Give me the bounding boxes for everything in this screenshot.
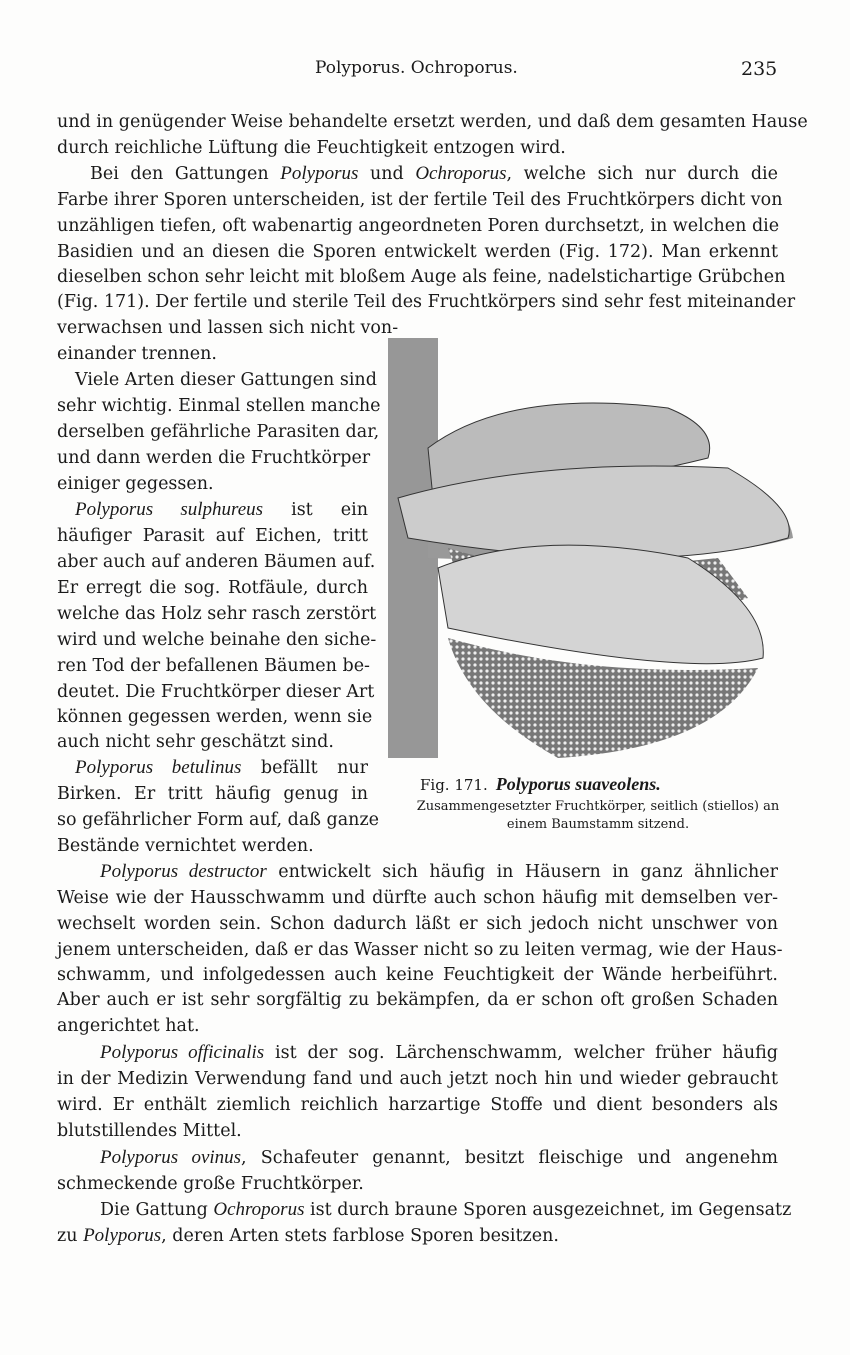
text-line	[57, 886, 778, 910]
text-segment: und dann werden die Fruchtkörper	[57, 448, 371, 468]
text-segment: ist ein	[263, 500, 368, 520]
text-segment: entwickelt sich häufig in Häusern in ganz ähnlicher	[266, 862, 778, 882]
text-line	[57, 782, 368, 806]
text-segment: Birken. Er tritt häufig genug in	[57, 784, 368, 804]
text-line	[57, 1224, 778, 1248]
species-name: Polyporus	[280, 163, 359, 184]
text-line	[57, 654, 368, 678]
text-line	[100, 1146, 778, 1170]
text-segment: ren Tod der befallenen Bäumen be-	[57, 656, 370, 676]
text-segment: , deren Arten stets farblose Sporen besitzen.	[161, 1226, 559, 1246]
text-line	[57, 576, 368, 600]
text-line	[57, 1172, 778, 1196]
text-segment: aber auch auf anderen Bäumen auf.	[57, 552, 376, 572]
text-segment: wird und welche beinahe den siche-	[57, 630, 377, 650]
text-segment: einiger gegessen.	[57, 474, 214, 494]
text-line	[57, 963, 778, 987]
text-segment: Aber auch er ist sehr sorgfältig zu bekämpfen, da er schon oft großen Schaden	[57, 990, 778, 1010]
text-line	[57, 628, 377, 652]
text-segment: schwamm, und infolgedessen auch keine Feuchtigkeit der Wände herbeiführt.	[57, 965, 778, 985]
text-segment: wird. Er enthält ziemlich reichlich harzartige Stoffe und dient besonders als	[57, 1095, 778, 1115]
text-segment: Die Gattung	[100, 1200, 214, 1220]
text-line	[57, 316, 399, 340]
text-segment: angerichtet hat.	[57, 1016, 200, 1036]
text-line	[57, 240, 778, 264]
text-line	[57, 446, 371, 470]
text-segment: sehr wichtig. Einmal stellen manche	[57, 396, 381, 416]
text-segment: , welche sich nur durch die	[506, 164, 778, 184]
text-line	[57, 1119, 778, 1143]
text-line	[57, 472, 368, 496]
text-segment: blutstillendes Mittel.	[57, 1121, 242, 1141]
text-line	[57, 110, 808, 134]
text-line	[57, 290, 796, 314]
fungus-illustration	[388, 338, 798, 763]
text-segment: verwachsen und lassen sich nicht von-	[57, 318, 399, 338]
text-segment: jenem unterscheiden, daß er das Wasser nicht so zu leiten vermag, wie der Haus-	[57, 940, 783, 960]
species-name: Polyporus	[83, 1225, 162, 1246]
text-line	[57, 680, 375, 704]
text-line	[57, 912, 778, 936]
text-segment: wechselt worden sein. Schon dadurch läßt er sich jedoch nicht unschwer von	[57, 914, 778, 934]
text-line	[57, 394, 381, 418]
species-name: Polyporus officinalis	[100, 1042, 265, 1063]
species-name: Ochroporus	[415, 163, 507, 184]
text-line	[57, 988, 778, 1012]
text-segment: ist durch braune Sporen ausgezeichnet, im Gegensatz	[304, 1200, 792, 1220]
text-segment: derselben gefährliche Parasiten dar,	[57, 422, 380, 442]
text-line	[75, 756, 368, 780]
text-line	[100, 1041, 778, 1065]
figure-label: Fig. 171.	[420, 776, 488, 794]
text-line	[57, 420, 380, 444]
text-segment: in der Medizin Verwendung fand und auch jetzt noch hin und wieder gebraucht	[57, 1069, 778, 1089]
text-segment: ist der sog. Lärchenschwamm, welcher früher häufig	[264, 1043, 778, 1063]
text-segment: durch reichliche Lüftung die Feuchtigkeit entzogen wird.	[57, 138, 566, 158]
text-segment: dieselben schon sehr leicht mit bloßem Auge als feine, nadelstichartige Grübchen	[57, 267, 786, 287]
text-segment: Viele Arten dieser Gattungen sind	[75, 370, 377, 390]
text-segment: (Fig. 171). Der fertile und sterile Teil des Fruchtkörpers sind sehr fest miteinander	[57, 292, 796, 312]
text-line	[100, 1198, 792, 1222]
text-segment: Basidien und an diesen die Sporen entwickelt werden (Fig. 172). Man erkennt	[57, 242, 778, 262]
species-name: Polyporus betulinus	[75, 757, 242, 778]
text-line	[57, 602, 377, 626]
text-line	[75, 368, 377, 392]
text-line	[57, 1067, 778, 1091]
text-segment: zu	[57, 1226, 84, 1246]
text-line	[90, 162, 778, 186]
species-name: Ochroporus	[213, 1199, 305, 1220]
species-name: Polyporus sulphureus	[75, 499, 264, 520]
text-segment: befällt nur	[241, 758, 368, 778]
text-line	[75, 498, 368, 522]
text-line	[57, 136, 778, 160]
text-line	[57, 1014, 778, 1038]
text-line	[57, 265, 786, 289]
text-segment: einander trennen.	[57, 344, 217, 364]
text-segment: Er erregt die sog. Rotfäule, durch	[57, 578, 368, 598]
text-segment: und	[358, 164, 416, 184]
text-line	[57, 1093, 778, 1117]
species-name: Polyporus ovinus	[100, 1147, 242, 1168]
page-number: 235	[741, 58, 778, 80]
text-segment: Farbe ihrer Sporen unterscheiden, ist der fertile Teil des Fruchtkörpers dicht von	[57, 190, 783, 210]
running-title: Polyporus. Ochroporus.	[315, 58, 518, 78]
text-segment: auch nicht sehr geschätzt sind.	[57, 732, 334, 752]
text-segment: unzähligen tiefen, oft wabenartig angeordneten Poren durchsetzt, in welchen die	[57, 216, 780, 236]
text-segment: und in genügender Weise behandelte ersetzt werden, und daß dem gesamten Hause	[57, 112, 808, 132]
text-segment: können gegessen werden, wenn sie	[57, 707, 373, 727]
text-segment: Weise wie der Hausschwamm und dürfte auch schon häufig mit demselben ver-	[57, 888, 778, 908]
species-name: Polyporus destructor	[100, 861, 267, 882]
text-line	[100, 860, 778, 884]
text-line	[57, 938, 783, 962]
figure-title: Polyporus suaveolens.	[495, 774, 661, 794]
text-segment: häufiger Parasit auf Eichen, tritt	[57, 526, 368, 546]
text-segment: so gefährlicher Form auf, daß ganze	[57, 810, 380, 830]
text-line	[57, 834, 368, 858]
text-segment: Bei den Gattungen	[90, 164, 281, 184]
text-segment: Bestände vernichtet werden.	[57, 836, 314, 856]
text-segment: deutet. Die Fruchtkörper dieser Art	[57, 682, 375, 702]
figure-caption-title	[420, 774, 661, 795]
text-line	[57, 214, 778, 238]
text-segment: welche das Holz sehr rasch zerstört	[57, 604, 377, 624]
text-line	[57, 808, 380, 832]
figure-caption: Zusammengesetzter Fruchtkörper, seitlich (stiellos) an einem Baumstamm sitzend.	[416, 799, 780, 832]
text-line	[57, 730, 368, 754]
text-line	[57, 342, 368, 366]
text-segment: , Schafeuter genannt, besitzt fleischige und angenehm	[241, 1148, 778, 1168]
text-line	[57, 524, 368, 548]
text-line	[57, 705, 373, 729]
text-line	[57, 550, 376, 574]
text-segment: schmeckende große Fruchtkörper.	[57, 1174, 364, 1194]
text-line	[57, 188, 783, 212]
